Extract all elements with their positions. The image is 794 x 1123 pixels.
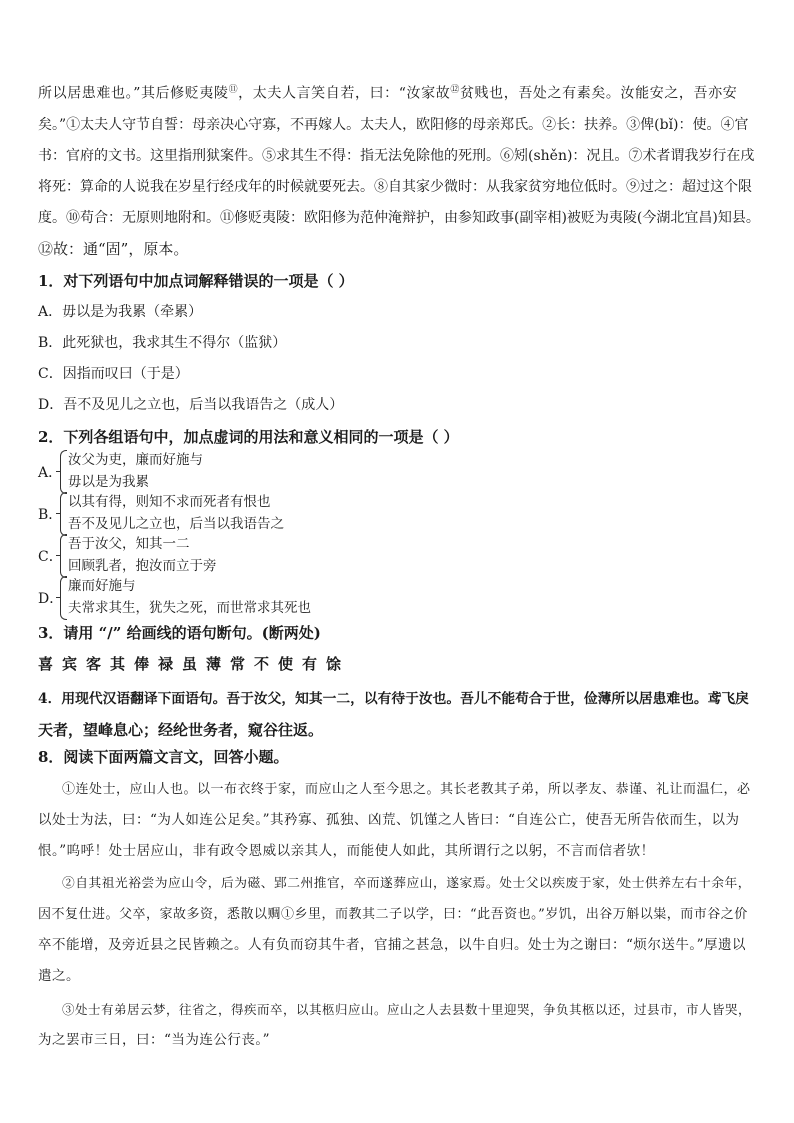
sentence-2: 夫常求其生，犹失之死，而世常求其死也 xyxy=(68,600,311,616)
brace xyxy=(60,576,67,620)
sentence-2: 吾不及见儿之立也，后当以我语告之 xyxy=(68,516,284,532)
question-8-stem: 8．阅读下面两篇文言文，回答小题。 xyxy=(38,748,289,766)
option-c: C．因指而叹曰（于是） xyxy=(38,366,189,382)
sentence-1: 汝父为吏，廉而好施与 xyxy=(68,452,203,468)
question-4: 4．用现代汉语翻译下面语句。吾于汝父，知其一二，以有待于汝也。吾儿不能苟合于世，俭薄所以居患难也。鸢飞戾 天者，望峰息心；经纶世务者，窥谷往返。 xyxy=(38,691,749,739)
option-label: A． xyxy=(38,465,63,481)
sentence-1: 廉而好施与 xyxy=(68,578,136,594)
option-a: A．毋以是为我累（牵累） xyxy=(38,304,203,320)
annotation-line: 矣。”①太夫人守节自誓：母亲决心守寡，不再嫁人。太夫人，欧阳修的母亲郑氏。②长：扶养。③俾(bǐ)：使。④官 xyxy=(38,117,749,133)
option-d: D．吾不及见儿之立也，后当以我语告之（成人） xyxy=(38,397,344,413)
option-b: B．此死狱也，我求其生不得尔（监狱） xyxy=(38,335,287,351)
brace xyxy=(60,450,67,494)
annotations xyxy=(38,110,760,265)
footnote-marker: ⑫ xyxy=(450,85,460,95)
question-2-option-c xyxy=(38,534,438,578)
question-3 xyxy=(38,622,760,684)
question-stem: 3．请用 “/” 给画线的语句断句。(断两处) xyxy=(38,624,321,642)
annotation-line: 度。⑩苟合：无原则地附和。⑪修贬夷陵：欧阳修为范仲淹辩护，由参知政事(副宰相)被贬为夷陵(今湖北宜昌)知县。 xyxy=(38,210,760,226)
sentence-1: 吾于汝父，知其一二 xyxy=(68,536,190,552)
question-2-option-a xyxy=(38,450,438,494)
annotation-line: 书：官府的文书。这里指刑狱案件。⑤求其生不得：指无法免除他的死刑。⑥矧(shěn)：况且。⑦术者谓我岁行在戌 xyxy=(38,148,755,164)
footnote-marker: ⑪ xyxy=(228,85,239,95)
question-2-option-b xyxy=(38,492,438,536)
passage-continuation: 所以居患难也。”其后修贬夷陵⑪，太夫人言笑自若，曰：“汝家故⑫贫贱也，吾处之有素矣。汝能安之，吾亦安 xyxy=(38,85,738,102)
question-2-stem: 2．下列各组语句中，加点虚词的用法和意义相同的一项是（ ） xyxy=(38,428,459,446)
sentence-1: 以其有得，则知不求而死者有恨也 xyxy=(68,494,271,510)
question-stem: 1．对下列语句中加点词解释错误的一项是（ ） xyxy=(38,272,354,290)
question-2-option-d xyxy=(38,576,438,620)
annotation-line: 将死：算命的人说我在岁星行经戌年的时候就要死去。⑧自其家少微时：从我家贫穷地位低时。⑨过之：超过这个限 xyxy=(38,179,752,195)
passage-paragraph-1: ①连处士，应山人也。以一布衣终于家，而应山之人至今思之。其长老教其子弟，所以孝友、恭谨、礼让而温仁，必 以处士为法，曰：“为人如连公足矣。”其矜寡、孤独、凶荒、饥馑之人皆曰：“自连公亡，使吾无所告依而生，以为 恨。”呜呼！处士居应山，非有政令恩威以亲其人，而能使人如此，其所谓行之以躬，不言而信者欤！ xyxy=(38,782,751,859)
question-1 xyxy=(38,270,760,425)
punctuation-text: 喜宾客其俸禄虽薄常不使有馀 xyxy=(38,655,351,673)
option-label: D． xyxy=(38,591,64,607)
option-label: B． xyxy=(38,507,63,523)
passage-paragraph-2: ②自其祖光裕尝为应山令，后为磁、郢二州推官，卒而遂葬应山，遂家焉。处士父以疾废于家，处士供养左右十余年， 因不复仕进。父卒，家故多资，悉散以赒①乡里，而教其二子以学，曰：“此吾资也。”岁饥，出谷万斛以粜，而市谷之价 卒不能增，及旁近县之民皆赖之。人有负而窃其牛者，官捕之甚急，以牛自归。处士为之谢曰：“烦尔送牛。”厚遗以 遣之。 xyxy=(38,876,751,984)
sentence-2: 毋以是为我累 xyxy=(68,474,149,490)
brace xyxy=(60,534,67,578)
option-label: C． xyxy=(38,549,63,565)
brace xyxy=(60,492,67,536)
annotation-line: ⑫故：通“固”，原本。 xyxy=(38,240,189,258)
sentence-2: 回顾乳者，抱汝而立于旁 xyxy=(68,558,217,574)
passage-paragraph-3: ③处士有弟居云梦，往省之，得疾而卒，以其柩归应山。应山之人去县数十里迎哭，争负其柩以还，过县市，市人皆哭， 为之罢市三日，曰：“当为连公行丧。” xyxy=(38,1002,752,1048)
